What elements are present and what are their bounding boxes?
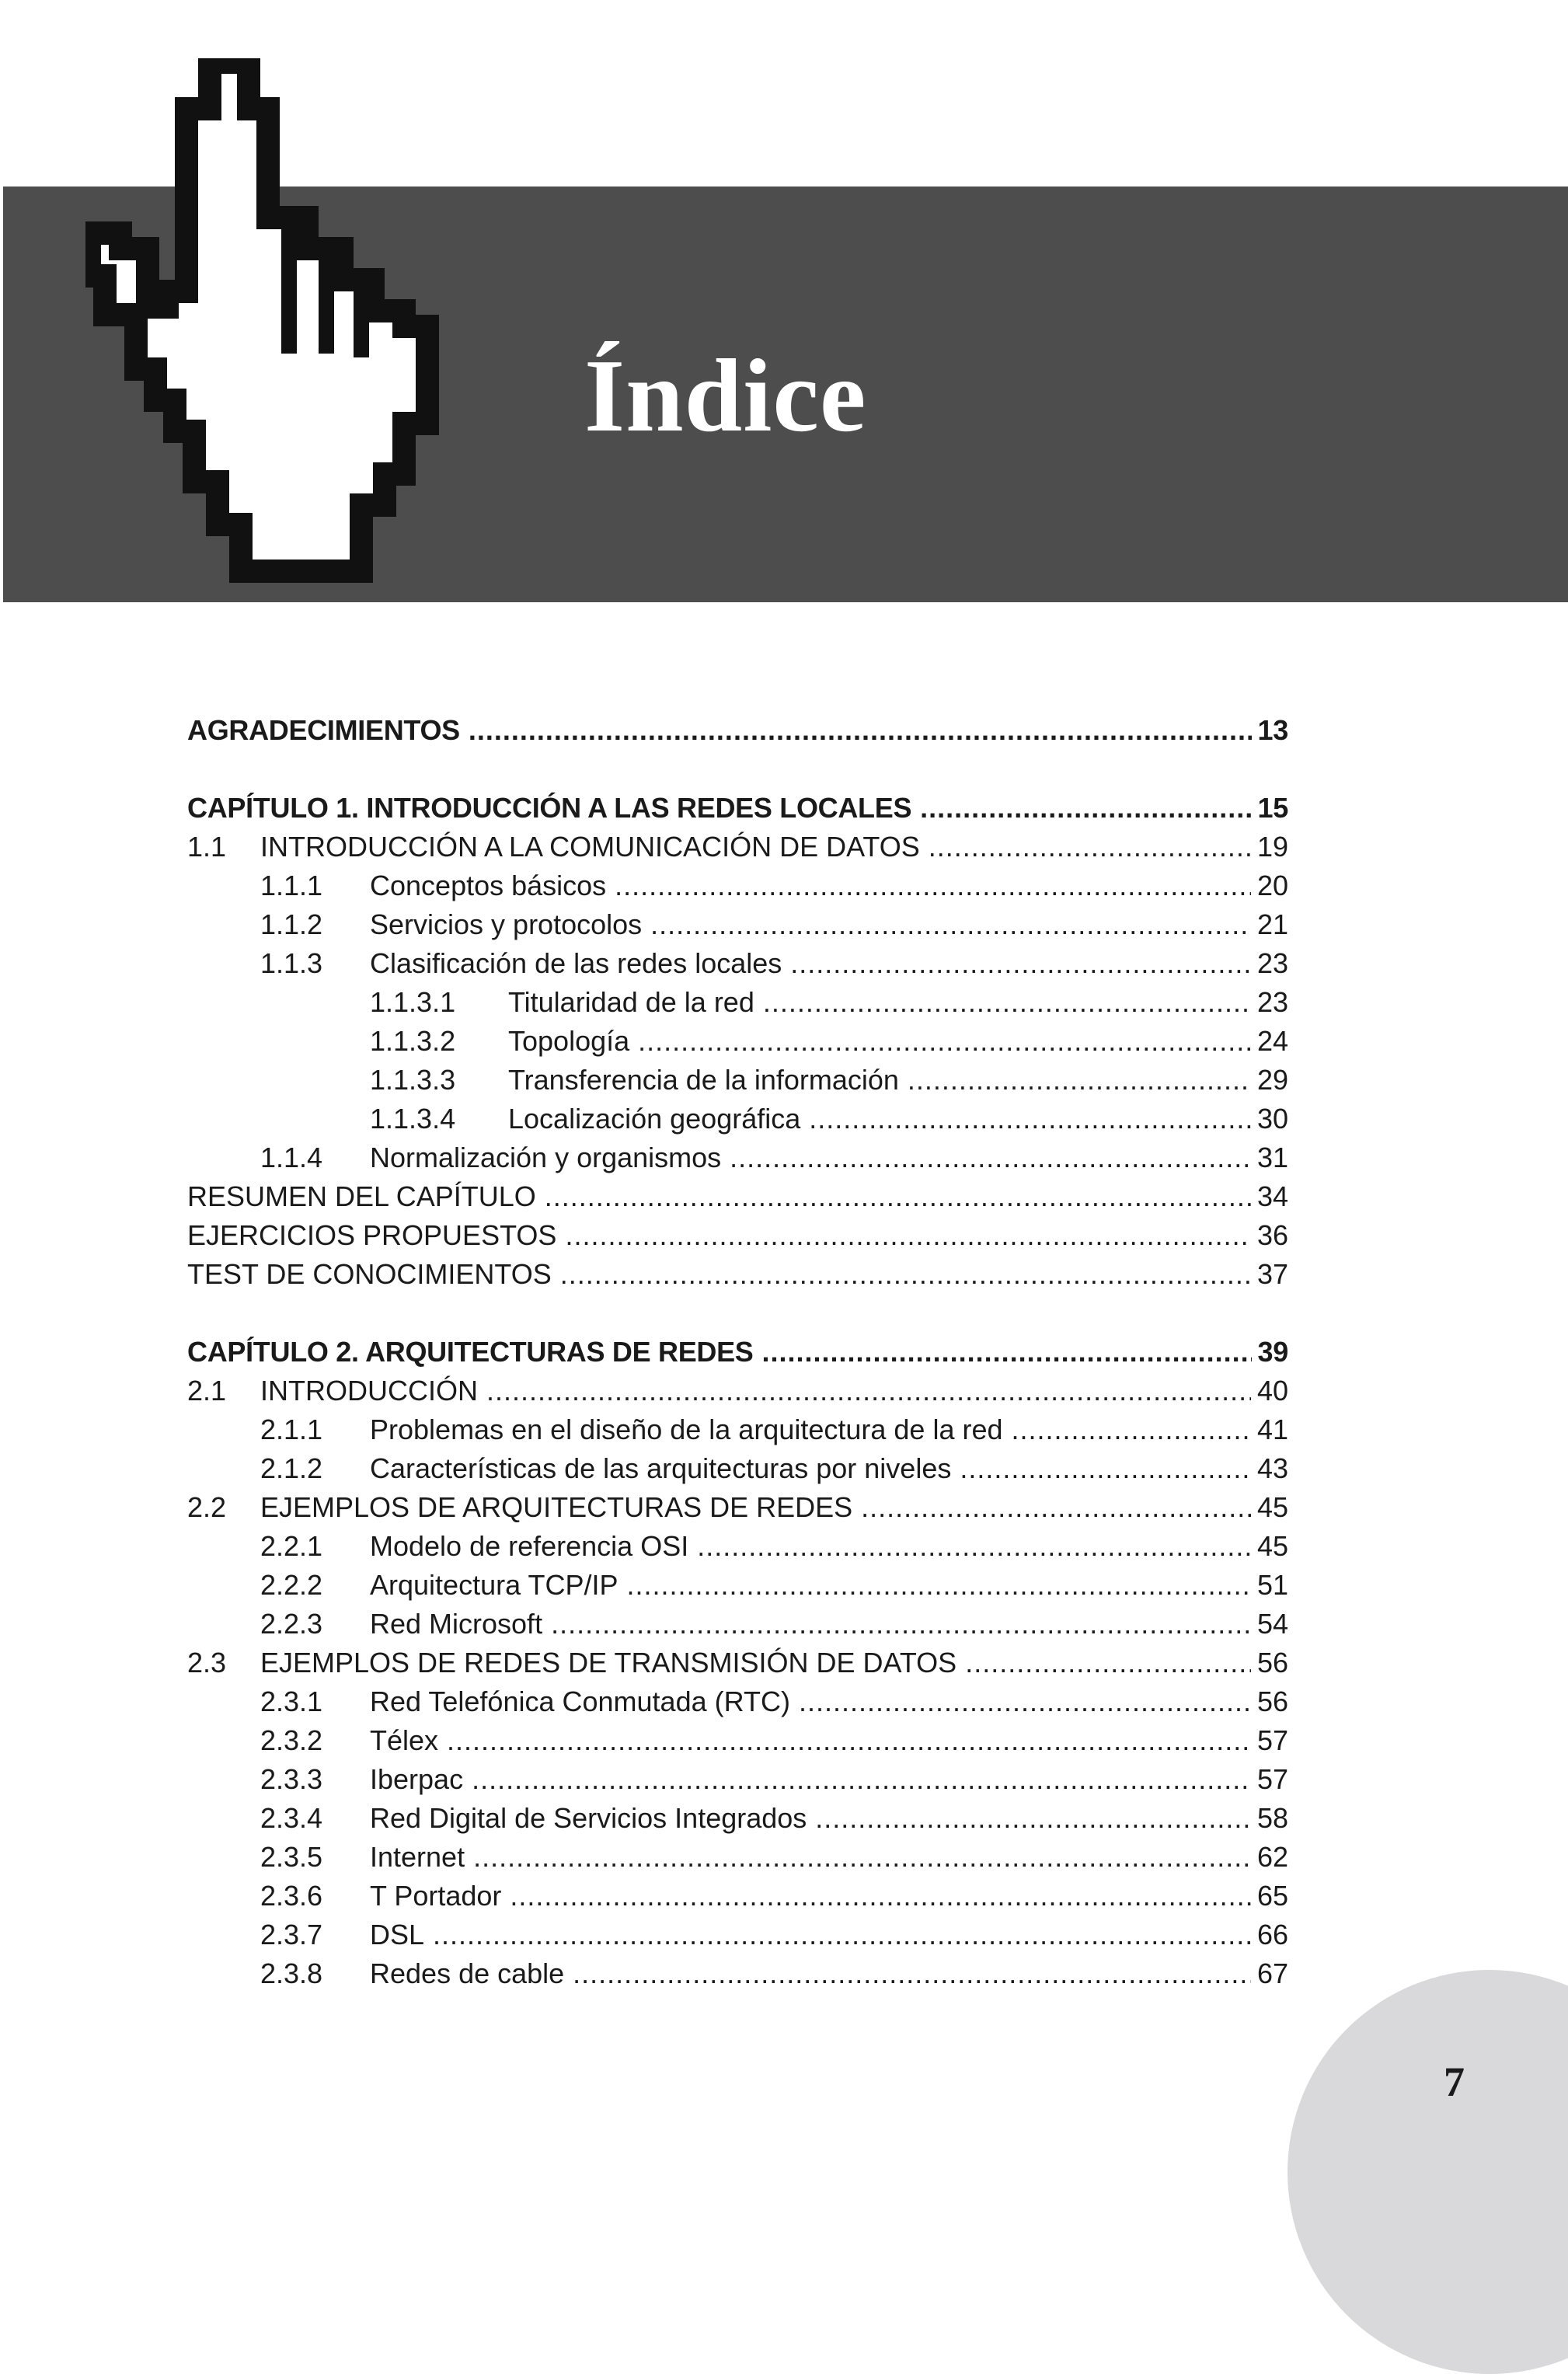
toc-entry-page: 45 xyxy=(1251,1527,1288,1566)
toc-entry-label: Iberpac ..... xyxy=(370,1760,1288,1799)
toc-entry-label: Servicios y protocolos ..... xyxy=(370,905,1288,944)
toc-entry-number: 2.2 xyxy=(187,1488,229,1527)
toc-entry-label: Arquitectura TCP/IP ..... xyxy=(370,1566,1288,1605)
toc-entry[interactable] xyxy=(187,1721,1288,1760)
toc-entry-label: INTRODUCCIÓN ..... xyxy=(260,1372,1288,1410)
toc-entry[interactable] xyxy=(187,1138,1288,1177)
toc-entry-number: 2.3.2 xyxy=(260,1721,326,1760)
toc-entry-label: Internet ..... xyxy=(370,1838,1288,1877)
toc-entry[interactable] xyxy=(187,1760,1288,1799)
toc-entry-page: 58 xyxy=(1251,1799,1288,1838)
toc-heading[interactable] xyxy=(187,1216,1288,1255)
toc-entry-label: EJERCICIOS PROPUESTOS ..... xyxy=(187,1216,1288,1255)
toc-entry-number: 2.3.5 xyxy=(260,1838,326,1877)
toc-heading[interactable] xyxy=(187,1255,1288,1294)
toc-entry[interactable] xyxy=(187,1449,1288,1488)
page-corner-circle xyxy=(1288,1970,1568,2374)
toc-entry-label: Clasificación de las redes locales ..... xyxy=(370,944,1288,983)
toc-entry-label: Localización geográfica ..... xyxy=(508,1100,1288,1138)
toc-entry-page: 23 xyxy=(1251,983,1288,1022)
toc-entry[interactable] xyxy=(187,1022,1288,1061)
toc-entry-label: T Portador ..... xyxy=(370,1877,1288,1916)
toc-entry-page: 62 xyxy=(1251,1838,1288,1877)
toc-entry-page: 40 xyxy=(1251,1372,1288,1410)
toc-entry[interactable] xyxy=(187,1605,1288,1644)
toc-entry[interactable] xyxy=(187,1527,1288,1566)
toc-entry-page: 37 xyxy=(1251,1255,1288,1294)
toc-entry-label: RESUMEN DEL CAPÍTULO ..... xyxy=(187,1177,1288,1216)
toc-entry-number: 2.3.8 xyxy=(260,1954,326,1993)
toc-entry-page: 39 xyxy=(1252,1333,1288,1372)
toc-heading[interactable] xyxy=(187,789,1288,828)
toc-entry-page: 23 xyxy=(1251,944,1288,983)
toc-entry-number: 2.2.3 xyxy=(260,1605,326,1644)
toc-entry-label: Normalización y organismos ..... xyxy=(370,1138,1288,1177)
toc-entry-number: 1.1.3.3 xyxy=(370,1061,458,1100)
toc-entry[interactable] xyxy=(187,1566,1288,1605)
toc-entry-label: EJEMPLOS DE ARQUITECTURAS DE REDES ..... xyxy=(260,1488,1288,1527)
toc-entry-page: 29 xyxy=(1251,1061,1288,1100)
toc-entry-number: 2.3.6 xyxy=(260,1877,326,1916)
toc-entry-number: 2.3.3 xyxy=(260,1760,326,1799)
toc-entry-page: 15 xyxy=(1252,789,1288,828)
toc-entry[interactable] xyxy=(187,1100,1288,1138)
toc-entry-label: Télex ..... xyxy=(370,1721,1288,1760)
toc-entry-number: 2.3.4 xyxy=(260,1799,326,1838)
toc-entry-page: 41 xyxy=(1251,1410,1288,1449)
toc-entry-label: TEST DE CONOCIMIENTOS ..... xyxy=(187,1255,1288,1294)
toc-heading[interactable] xyxy=(187,1177,1288,1216)
toc-entry-page: 30 xyxy=(1251,1100,1288,1138)
toc-entry[interactable] xyxy=(187,1682,1288,1721)
toc-entry-page: 51 xyxy=(1251,1566,1288,1605)
page-number: 7 xyxy=(1444,2059,1465,2105)
toc-entry[interactable] xyxy=(187,1954,1288,1993)
toc-entry-number: 2.2.2 xyxy=(260,1566,326,1605)
toc-entry-page: 57 xyxy=(1251,1721,1288,1760)
toc-entry-page: 45 xyxy=(1251,1488,1288,1527)
toc-entry-label: Problemas en el diseño de la arquitectura de la red ..... xyxy=(370,1410,1288,1449)
toc-entry[interactable] xyxy=(187,1799,1288,1838)
toc-entry-page: 56 xyxy=(1251,1682,1288,1721)
toc-entry-page: 36 xyxy=(1251,1216,1288,1255)
toc-entry-page: 13 xyxy=(1252,711,1288,750)
toc-entry-label: CAPÍTULO 2. ARQUITECTURAS DE REDES ..... xyxy=(187,1333,1288,1372)
toc-entry-label: Transferencia de la información ..... xyxy=(508,1061,1288,1100)
toc-entry[interactable] xyxy=(187,944,1288,983)
toc-entry-number: 2.3.7 xyxy=(260,1916,326,1954)
toc-entry[interactable] xyxy=(187,1838,1288,1877)
toc-entry-page: 54 xyxy=(1251,1605,1288,1644)
toc-entry-page: 65 xyxy=(1251,1877,1288,1916)
toc-entry-page: 56 xyxy=(1251,1644,1288,1682)
toc-entry-page: 67 xyxy=(1251,1954,1288,1993)
toc-entry-number: 1.1.1 xyxy=(260,866,326,905)
toc-entry-label: AGRADECIMIENTOS ..... xyxy=(187,711,1288,750)
toc-entry-label: INTRODUCCIÓN A LA COMUNICACIÓN DE DATOS ..... xyxy=(260,828,1288,866)
page-title: Índice xyxy=(584,338,867,453)
toc-entry-label: Modelo de referencia OSI ..... xyxy=(370,1527,1288,1566)
toc-entry-page: 31 xyxy=(1251,1138,1288,1177)
toc-heading[interactable] xyxy=(187,711,1288,750)
table-of-contents xyxy=(187,711,1288,1993)
toc-entry-label: Red Microsoft ..... xyxy=(370,1605,1288,1644)
toc-entry[interactable] xyxy=(187,1488,1288,1527)
toc-entry[interactable] xyxy=(187,1410,1288,1449)
toc-entry-number: 1.1.3 xyxy=(260,944,326,983)
toc-entry-label: Red Digital de Servicios Integrados ..... xyxy=(370,1799,1288,1838)
toc-entry-number: 1.1.3.2 xyxy=(370,1022,458,1061)
toc-entry-number: 2.3 xyxy=(187,1644,229,1682)
toc-entry-number: 1.1.3.1 xyxy=(370,983,458,1022)
toc-entry-label: Conceptos básicos ..... xyxy=(370,866,1288,905)
toc-entry-number: 1.1.4 xyxy=(260,1138,326,1177)
toc-entry[interactable] xyxy=(187,1372,1288,1410)
toc-entry-number: 2.3.1 xyxy=(260,1682,326,1721)
toc-entry-page: 57 xyxy=(1251,1760,1288,1799)
toc-entry[interactable] xyxy=(187,905,1288,944)
toc-entry[interactable] xyxy=(187,983,1288,1022)
toc-entry[interactable] xyxy=(187,1644,1288,1682)
toc-entry-page: 19 xyxy=(1251,828,1288,866)
toc-entry-number: 1.1.3.4 xyxy=(370,1100,458,1138)
toc-entry-page: 21 xyxy=(1251,905,1288,944)
toc-entry-page: 43 xyxy=(1251,1449,1288,1488)
toc-entry-number: 1.1 xyxy=(187,828,229,866)
toc-entry-page: 24 xyxy=(1251,1022,1288,1061)
pointing-hand-cursor-icon xyxy=(85,58,536,587)
toc-entry-label: Red Telefónica Conmutada (RTC) ..... xyxy=(370,1682,1288,1721)
toc-entry-label: Redes de cable ..... xyxy=(370,1954,1288,1993)
toc-entry-label: CAPÍTULO 1. INTRODUCCIÓN A LAS REDES LOCALES ..... xyxy=(187,789,1288,828)
toc-entry-page: 66 xyxy=(1251,1916,1288,1954)
toc-entry[interactable] xyxy=(187,1061,1288,1100)
toc-entry[interactable] xyxy=(187,1877,1288,1916)
toc-entry-label: Topología ..... xyxy=(508,1022,1288,1061)
toc-entry-label: Características de las arquitecturas por niveles ..... xyxy=(370,1449,1288,1488)
toc-entry-number: 1.1.2 xyxy=(260,905,326,944)
toc-entry-page: 34 xyxy=(1251,1177,1288,1216)
toc-entry[interactable] xyxy=(187,828,1288,866)
toc-entry[interactable] xyxy=(187,1916,1288,1954)
toc-entry[interactable] xyxy=(187,866,1288,905)
toc-entry-label: EJEMPLOS DE REDES DE TRANSMISIÓN DE DATOS ..... xyxy=(260,1644,1288,1682)
toc-entry-number: 2.2.1 xyxy=(260,1527,326,1566)
toc-entry-page: 20 xyxy=(1251,866,1288,905)
toc-entry-number: 2.1 xyxy=(187,1372,229,1410)
toc-entry-label: Titularidad de la red ..... xyxy=(508,983,1288,1022)
toc-entry-label: DSL ..... xyxy=(370,1916,1288,1954)
toc-heading[interactable] xyxy=(187,1333,1288,1372)
toc-entry-number: 2.1.2 xyxy=(260,1449,326,1488)
toc-entry-number: 2.1.1 xyxy=(260,1410,326,1449)
